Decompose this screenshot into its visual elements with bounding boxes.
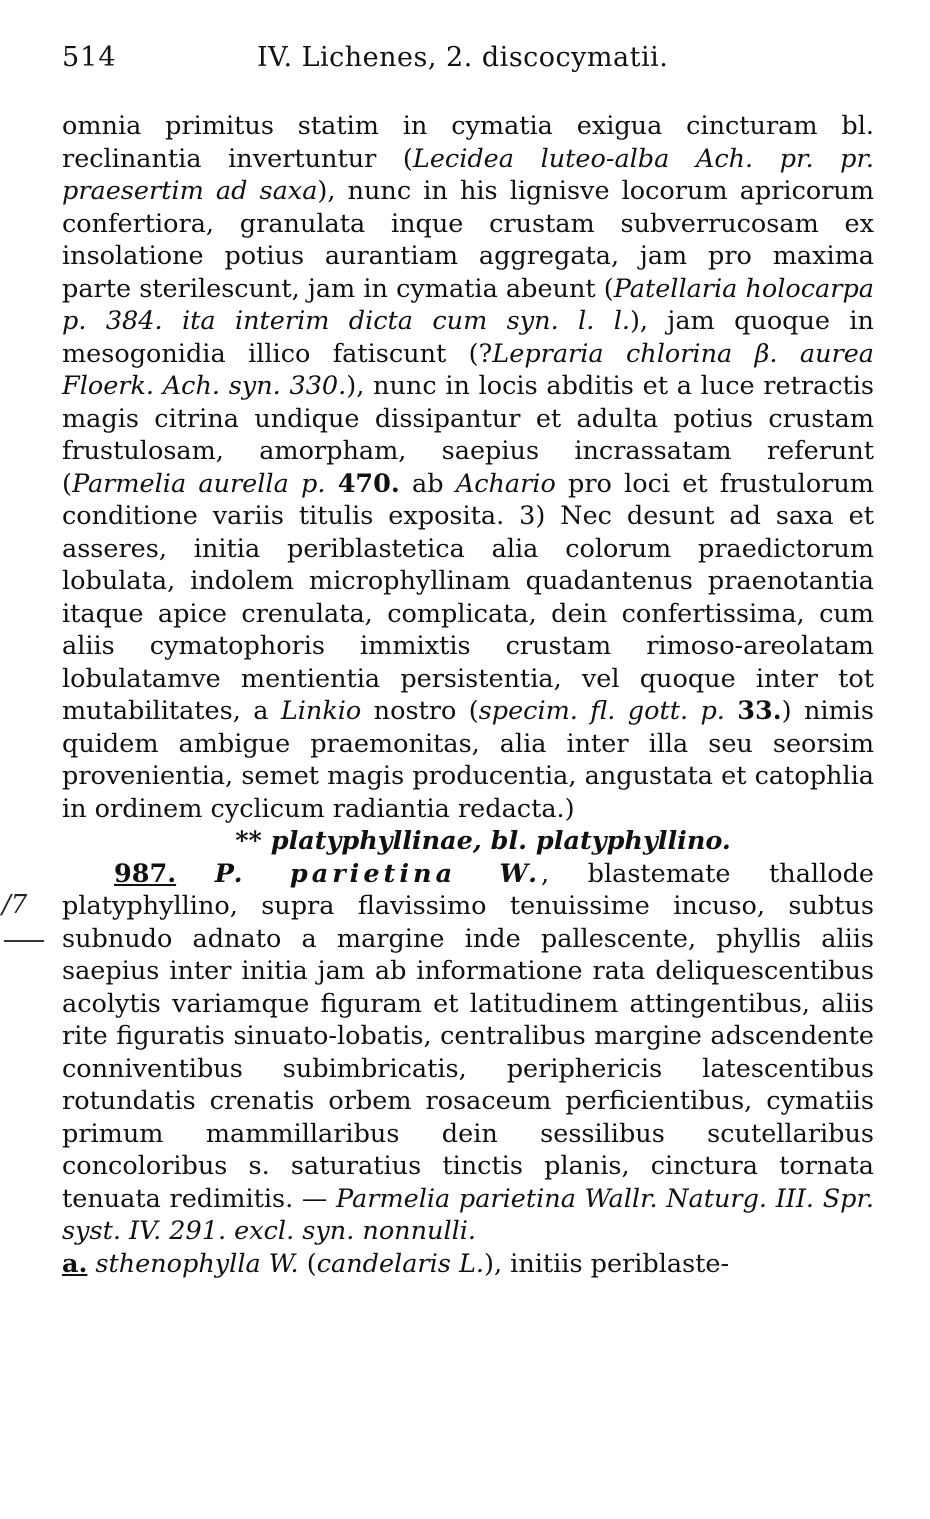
text-run: ( [298,1248,317,1279]
page-number: 514 [62,42,117,73]
margin-dash [4,940,44,942]
page-ref: 470. [337,468,400,499]
text-run: ), initiis periblaste- [484,1248,730,1279]
paragraph-continuation [62,110,874,825]
citation: Parmelia aurella p. [71,468,326,499]
description: , blastemate thallode platyphyllino, supra flavissimo tenuissime incuso, subtus subnudo adnato a margine inde pallescente, phyllis aliis saepius inter initia jam ab informatione rata deliquescentibus acolytis variamque figuram et latitudinem attingentibus, aliis rite figuratis sinuato-lobatis, centralibus margine adscendente conniventibus subimbricatis, periphericis latescentibus rotundatis crenatis orbem rosaceum perficientibus, cymatiis primum mammillaribus dein sessilibus scutellaribus concoloribus s. saturatius tinctis planis, cinctura tornata tenuata redimitis. — [62,858,875,1214]
text-run: ), jam quoque in mesogonidia illico fatiscunt (? [62,306,874,369]
text-run: ), nunc in locis abditis et a luce retractis magis citrina undique dissipantur et adulta potius crustam frustulosam, amorpham, saepius incrassatam referunt ( [62,371,874,499]
citation: Parmelia parietina Wallr. Naturg. III. Spr. syst. IV. 291. excl. syn. nonnulli. [62,1183,874,1246]
variety-name: sthenophylla W. [95,1248,299,1279]
text-run: ab [399,468,456,499]
author-name: Achario [455,468,556,499]
synonym: candelaris L. [316,1248,484,1279]
page-header [0,42,930,82]
text-run: omnia primitus statim in cymatia exigua cincturam bl. reclinantia invertuntur ( [62,111,874,174]
text-run: ), nunc in his lignisve locorum apricorum confertiora, granulata inque crustam subverrucosam ex insolatione potius aurantiam aggregata, jam pro maxima parte sterilescunt, jam in cymatia abeunt ( [62,176,874,304]
section-subheading: ** platyphyllinae, bl. platyphyllino. [235,826,731,856]
citation: specim. fl. gott. p. [478,696,725,726]
author-name: Linkio [280,696,362,726]
entry-number: 987. [114,858,177,889]
running-head: IV. Lichenes, 2. discocymatii. [257,42,669,73]
page-ref: 33. [737,696,782,726]
citation: Lecidea luteo-alba Ach. pr. pr. praesertim ad saxa [62,143,874,206]
variety-letter: a. [62,1248,88,1279]
text-run: nostro ( [361,696,479,726]
species-name: P. parietina W. [214,858,541,889]
text-run: pro loci et frustulorum conditione variis titulis exposita. [62,468,874,531]
margin-annotation: /7 [2,890,28,920]
body-text [62,110,874,1280]
variety-entry [62,1248,874,1281]
citation: Patellaria holocarpa p. 384. ita interim dicta cum syn. l. l. [62,273,874,336]
citation: Lepraria chlorina β. aurea Floerk. Ach. syn. 330. [62,338,874,401]
text-run: ) nimis quidem ambigue praemonitas, alia inter illa seu seorsim provenientia, semet magis producentia, angustata et catophlia in ordinem cyclicum radiantia redacta.) [62,696,874,824]
text-run: 3) Nec desunt ad saxa et asseres, initia periblastetica alia colorum praedictorum lobulata, indolem microphyllinam quadantenus praenotantia itaque apice crenulata, complicata, dein confertissima, cum aliis cymatophoris immixtis crustam rimoso-areolatam lobulatamve mentientia persistentia, vel quoque inter tot mutabilitates, a [62,501,875,726]
species-entry [62,858,874,1248]
